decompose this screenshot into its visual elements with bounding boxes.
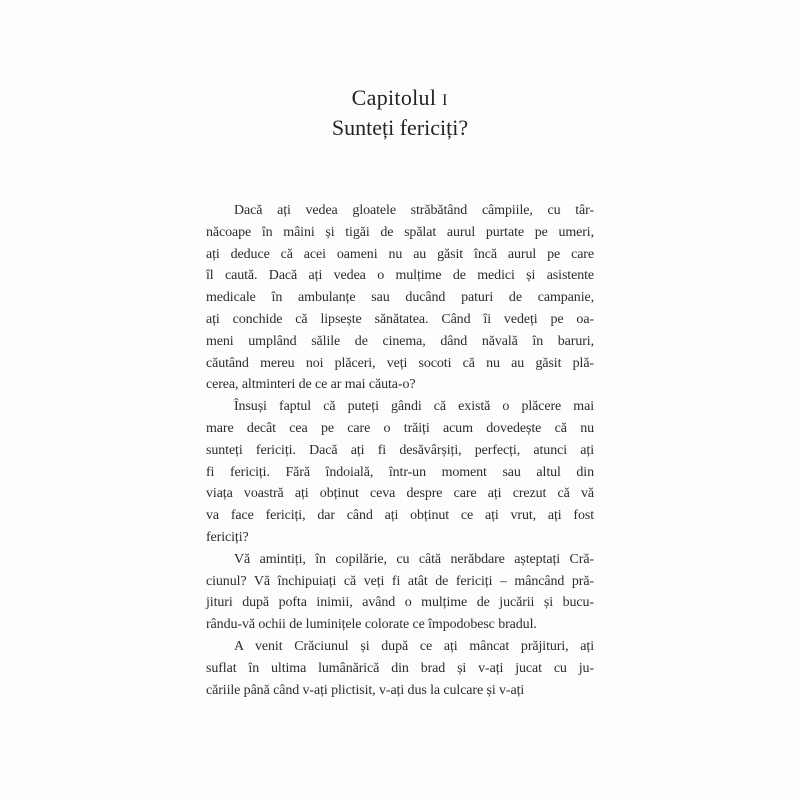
text-line: va face fericiți, dar când ați obținut ce ați vrut, ați fost [206,508,594,524]
text-line: viața voastră ați obținut ceva despre care ați crezut că vă [206,486,594,502]
chapter-heading [0,0,800,141]
text-line: cerea, altminteri de ce ar mai căuta-o? [206,377,416,393]
chapter-numeral: I [442,92,449,109]
text-line: medicale în ambulanțe sau ducând paturi de campanie, [206,290,594,306]
text-line: suflat în ultima lumânărică din brad și v-ați jucat cu ju- [206,660,594,676]
text-line: Dacă ați vedea gloatele străbătând câmpiile, cu târ- [234,203,594,218]
text-line: jituri după pofta inimii, având o mulțime de jucării și bucu- [206,595,594,611]
text-line: sunteți fericiți. Dacă ați fi desăvârșiți, perfecți, atunci ați [206,442,594,458]
text-line: fi fericiți. Fără îndoială, într-un moment sau altul din [206,464,594,480]
text-line: rându-vă ochii de luminițele colorate ce împodobesc bradul. [206,617,537,633]
text-line: ați conchide că lipsește sănătatea. Când îi vedeți pe oa- [206,311,594,327]
text-line: Însuși faptul că puteți gândi că există o plăcere mai [234,399,594,415]
chapter-subtitle: Sunteți fericiți? [331,115,469,140]
text-line: căutând mereu noi plăceri, veți socoti că nu au găsit plă- [206,355,594,371]
chapter-label: Capitolul [351,85,437,110]
text-line: meni umplând sălile de cinema, dând năvală în baruri, [206,333,594,349]
text-line: mare decât cea pe care o trăiți acum dovedește că nu [206,420,594,436]
text-line: ciunul? Vă închipuiați că veți fi atât de fericiți – mâncând pră- [206,573,594,589]
text-block [206,200,594,701]
text-line: căriile până când v-ați plictisit, v-ați dus la culcare și v-ați [206,682,525,698]
chapter-title [0,84,800,114]
text-line: ați deduce că acei oameni nu au găsit încă aurul pe care [206,246,594,262]
text-line: A venit Crăciunul și după ce ați mâncat prăjituri, ați [234,638,594,654]
text-line: năcoape în mâini și tigăi de spălat aurul purtate pe umeri, [206,224,594,240]
paragraph [206,549,594,636]
paragraph [206,636,594,701]
paragraph [206,396,594,549]
text-line: Vă amintiți, în copilărie, cu câtă nerăbdare așteptați Cră- [234,551,594,567]
paragraph [206,200,594,396]
text-line: îl caută. Dacă ați vedea o mulțime de medici și asistente [206,268,594,284]
text-line: fericiți? [206,529,249,545]
